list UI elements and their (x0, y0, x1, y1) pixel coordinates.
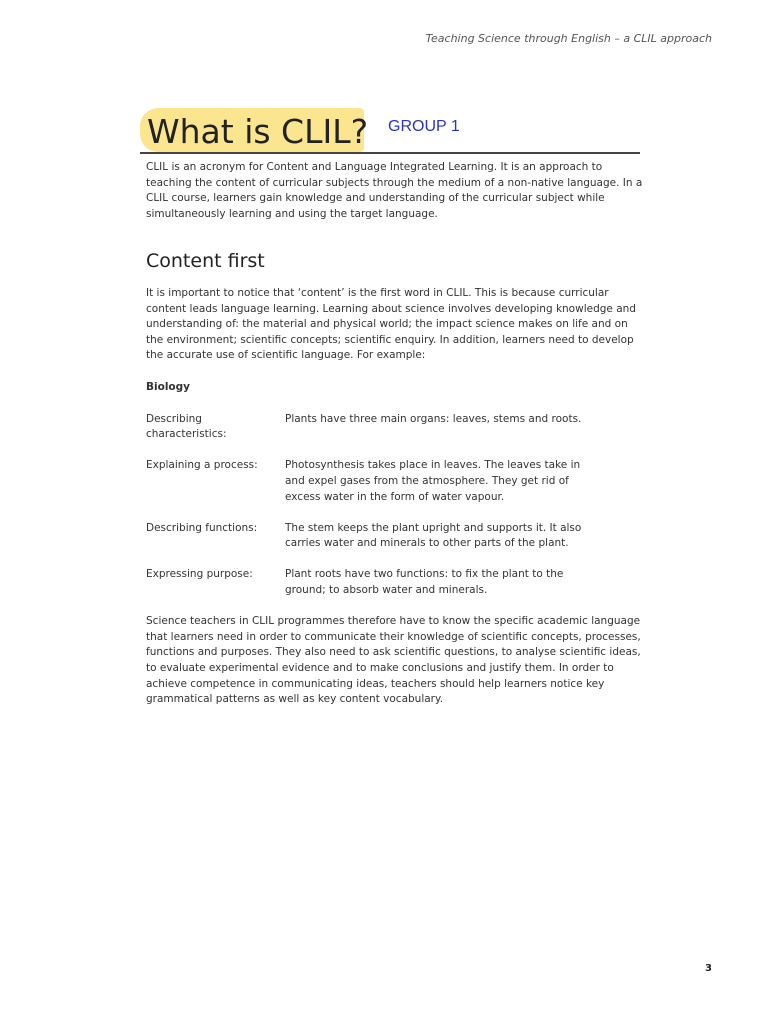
running-header: Teaching Science through English – a CLIL approach (425, 32, 712, 45)
biology-examples (146, 412, 646, 599)
example-row (146, 458, 646, 505)
closing-paragraph: Science teachers in CLIL programmes therefore have to know the specific academic language that learners need in order to communicate their knowledge of scientific concepts, processes, functions and purposes. They also need to ask scientific questions, to analyse scientific ideas, to evaluate experimental evidence and to make conclusions and justify them. In order to achieve competence in communicating ideas, teachers should help learners notice key grammatical patterns as well as key content vocabulary. (146, 615, 641, 706)
example-label: Expressing purpose: (146, 568, 253, 581)
biology-subheading: Biology (146, 380, 190, 393)
example-row (146, 567, 646, 598)
title-block (140, 108, 640, 154)
page-number: 3 (705, 963, 712, 974)
example-label: Describing characteristics: (146, 412, 227, 441)
example-text: The stem keeps the plant upright and supports it. It also carries water and minerals to other parts of the plant. (285, 521, 582, 550)
section-heading: Content first (146, 250, 265, 273)
example-text: Plant roots have two functions: to fix the plant to the ground; to absorb water and minerals. (285, 568, 564, 597)
example-row (146, 412, 646, 443)
main-content (146, 160, 646, 708)
example-label: Describing functions: (146, 521, 258, 534)
page-title: What is CLIL? (147, 112, 369, 151)
group-annotation: GROUP 1 (388, 118, 460, 135)
example-text: Photosynthesis takes place in leaves. The leaves take in and expel gases from the atmosphere. They get rid of excess water in the form of water vapour. (285, 459, 581, 503)
example-text: Plants have three main organs: leaves, stems and roots. (285, 412, 582, 425)
intro-paragraph: CLIL is an acronym for Content and Language Integrated Learning. It is an approach to teaching the content of curricular subjects through the medium of a non-native language. In a CLIL course, learners gain knowledge and understanding of the curricular subject while simultaneously learning and using the target language. (146, 161, 643, 220)
example-row (146, 521, 646, 552)
example-label: Explaining a process: (146, 459, 258, 472)
content-first-paragraph: It is important to notice that ‘content’ is the first word in CLIL. This is because curricular content leads language learning. Learning about science involves developing knowledge and understanding of: the material and physical world; the impact science makes on life and on the environment; scientific concepts; scientific enquiry. In addition, learners need to develop the accurate use of scientific language. For example: (146, 286, 636, 362)
